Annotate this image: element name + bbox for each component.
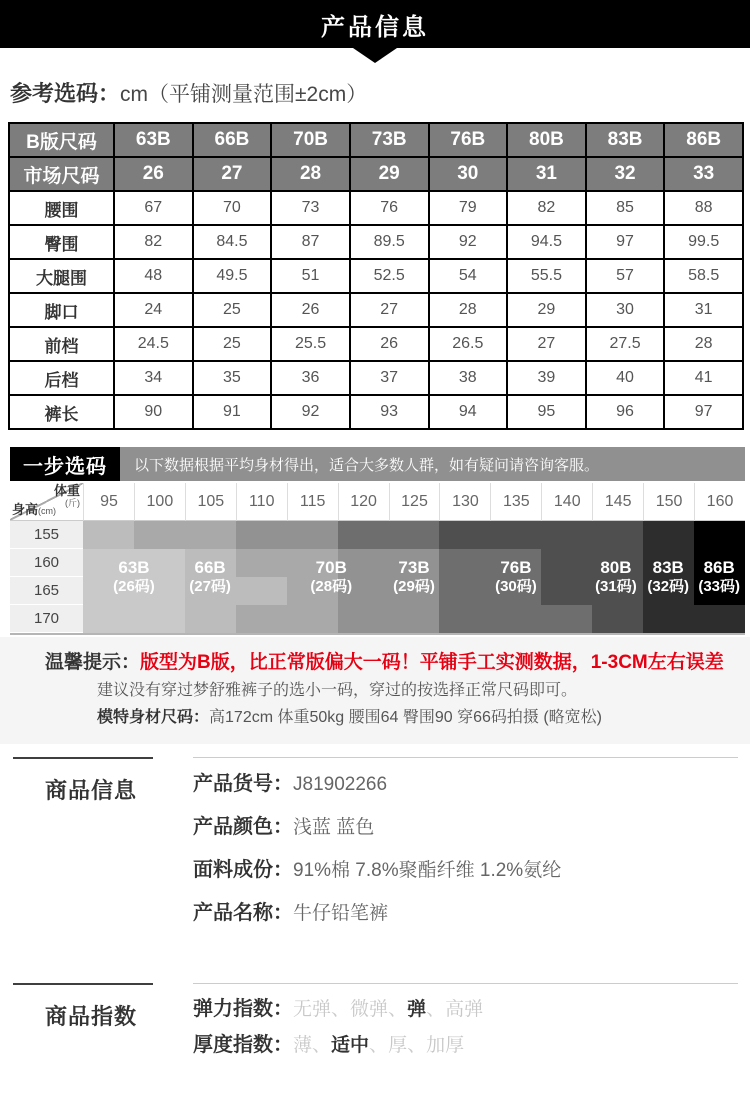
height-weight-grid xyxy=(10,483,745,635)
size-table-header-value: 27 xyxy=(193,157,272,191)
size-zone-cell xyxy=(439,549,490,577)
size-zone-cell xyxy=(389,577,440,605)
size-table-cell: 87 xyxy=(271,225,350,259)
size-zone-label-size: 73B xyxy=(398,558,430,577)
size-table-row-label: 腰围 xyxy=(9,191,114,225)
size-table-row xyxy=(9,327,743,361)
size-table-row xyxy=(9,191,743,225)
size-zone-cell xyxy=(338,521,389,549)
size-zone-cell xyxy=(643,605,694,633)
tips-title: 温馨提示： xyxy=(45,652,141,673)
size-zone-cell xyxy=(643,521,694,549)
page-title-banner xyxy=(0,0,750,48)
height-label-cell: 170 xyxy=(10,605,83,633)
size-zone-label-code: (29码) xyxy=(393,578,435,595)
size-table-header-value: 66B xyxy=(193,123,272,157)
size-table-cell: 57 xyxy=(586,259,665,293)
size-zone-cell xyxy=(541,549,592,577)
size-zone-cell xyxy=(694,549,745,577)
size-zone-cell xyxy=(439,521,490,549)
size-zone-cell xyxy=(490,605,541,633)
size-zone-label-code: (33码) xyxy=(698,578,741,595)
corner-height-label: 身高(cm) xyxy=(12,502,57,517)
banner-pointer-triangle xyxy=(353,48,397,63)
size-zone-cell xyxy=(592,605,643,633)
size-zone-cell xyxy=(287,577,338,605)
weight-header-cell: 125 xyxy=(389,483,440,521)
size-table-cell: 82 xyxy=(114,225,193,259)
index-option: 微弹 xyxy=(350,999,389,1020)
size-zone-cell xyxy=(134,577,185,605)
size-zone-cell xyxy=(185,549,236,577)
size-table-header-row xyxy=(9,123,743,157)
size-zone-cell xyxy=(338,605,389,633)
size-zone-label-code: (27码) xyxy=(189,578,231,595)
info-item-label: 产品名称： xyxy=(193,902,293,924)
size-table-header-value: 33 xyxy=(664,157,743,191)
size-table-row-label: 脚口 xyxy=(9,293,114,327)
tips-model-label: 模特身材尺码： xyxy=(97,709,210,726)
reference-size-heading-rest: cm（平铺测量范围±2cm） xyxy=(120,83,368,106)
weight-header-cell: 95 xyxy=(83,483,134,521)
info-item xyxy=(193,813,750,843)
size-zone-cell xyxy=(490,521,541,549)
weight-header-cell: 140 xyxy=(541,483,592,521)
size-table-cell: 37 xyxy=(350,361,429,395)
size-zone-cell xyxy=(134,605,185,633)
size-table-header-row xyxy=(9,157,743,191)
size-table-cell: 82 xyxy=(507,191,586,225)
size-table-cell: 39 xyxy=(507,361,586,395)
index-row xyxy=(193,996,750,1024)
size-table-cell: 95 xyxy=(507,395,586,429)
size-zone-cell xyxy=(541,521,592,549)
size-zone-label-size: 83B xyxy=(652,558,684,577)
size-zone-label-code: (26码) xyxy=(113,578,155,595)
size-table-cell: 48 xyxy=(114,259,193,293)
size-table-header-value: 80B xyxy=(507,123,586,157)
size-table-cell: 79 xyxy=(429,191,508,225)
size-table-cell: 35 xyxy=(193,361,272,395)
info-item xyxy=(193,856,750,886)
tips-section xyxy=(0,637,750,744)
size-zone-cell xyxy=(236,521,287,549)
one-step-section xyxy=(10,447,745,635)
size-zone-cell xyxy=(134,549,185,577)
divider-light xyxy=(193,983,738,984)
size-zone-cell xyxy=(83,549,134,577)
size-zone-cell xyxy=(389,549,440,577)
index-option: 薄 xyxy=(293,1035,313,1056)
weight-header-cell: 150 xyxy=(643,483,694,521)
index-option: 加厚 xyxy=(426,1035,465,1056)
size-table-cell: 55.5 xyxy=(507,259,586,293)
size-zone-cell xyxy=(185,605,236,633)
size-zone-label-size: 86B xyxy=(703,558,735,577)
size-table-cell: 24.5 xyxy=(114,327,193,361)
size-table-cell: 27 xyxy=(507,327,586,361)
size-zone-cell xyxy=(287,521,338,549)
size-zone-cell xyxy=(389,521,440,549)
info-item xyxy=(193,770,750,800)
index-option-separator: 、 xyxy=(388,999,408,1020)
size-zone-cell xyxy=(338,549,389,577)
size-table-header-value: 32 xyxy=(586,157,665,191)
size-zone-label-code: (28码) xyxy=(310,578,353,595)
size-table-header-value: 31 xyxy=(507,157,586,191)
size-zone-cell xyxy=(439,577,490,605)
product-info-items xyxy=(193,770,750,942)
size-table-row xyxy=(9,361,743,395)
info-item-label: 面料成份： xyxy=(193,859,293,881)
index-option-selected: 适中 xyxy=(331,1035,370,1056)
one-step-note: 以下数据根据平均身材得出，适合大多数人群，如有疑问请咨询客服。 xyxy=(120,447,745,481)
size-zone-cell xyxy=(83,605,134,633)
size-table-header-value: 63B xyxy=(114,123,193,157)
size-table-header-value: 86B xyxy=(664,123,743,157)
weight-header-cell: 120 xyxy=(338,483,389,521)
size-table-row-label: 大腿围 xyxy=(9,259,114,293)
size-table-row-label: 臀围 xyxy=(9,225,114,259)
reference-size-heading xyxy=(10,78,750,110)
size-zone-cell xyxy=(592,549,643,577)
size-table-cell: 34 xyxy=(114,361,193,395)
size-table-header-value: 29 xyxy=(350,157,429,191)
size-table-cell: 25 xyxy=(193,293,272,327)
size-table-cell: 26.5 xyxy=(429,327,508,361)
size-table-cell: 58.5 xyxy=(664,259,743,293)
size-zone-cell xyxy=(592,577,643,605)
size-table-cell: 76 xyxy=(350,191,429,225)
weight-header-cell: 115 xyxy=(287,483,338,521)
tips-model-text: 高172cm 体重50kg 腰围64 臀围90 穿66码拍摄 (略宽松) xyxy=(209,709,603,726)
size-table-cell: 94.5 xyxy=(507,225,586,259)
divider-dark xyxy=(13,983,153,985)
size-zone-cell xyxy=(490,577,541,605)
height-label-cell: 155 xyxy=(10,521,83,549)
size-zone-cell xyxy=(236,549,287,577)
tips-line-1 xyxy=(45,649,730,677)
size-table-cell: 70 xyxy=(193,191,272,225)
size-table-row-label: 前档 xyxy=(9,327,114,361)
size-zone-cell xyxy=(439,605,490,633)
index-option-separator: 、 xyxy=(312,1035,332,1056)
size-table-cell: 52.5 xyxy=(350,259,429,293)
size-zone-cell xyxy=(134,521,185,549)
info-item-value: 浅蓝 蓝色 xyxy=(293,817,375,838)
size-table-cell: 26 xyxy=(350,327,429,361)
size-table-cell: 92 xyxy=(271,395,350,429)
weight-header-cell: 105 xyxy=(185,483,236,521)
size-zone-label-size: 70B xyxy=(315,558,347,577)
one-step-banner xyxy=(10,447,745,481)
height-weight-chart xyxy=(10,483,745,635)
size-chart-table xyxy=(8,122,744,430)
size-table-cell: 24 xyxy=(114,293,193,327)
size-table-cell: 38 xyxy=(429,361,508,395)
info-item-label: 产品颜色： xyxy=(193,816,293,838)
height-label-cell: 160 xyxy=(10,549,83,577)
size-table-header-value: 70B xyxy=(271,123,350,157)
weight-header-cell: 145 xyxy=(592,483,643,521)
tips-warning-text: 版型为B版，比正常版偏大一码！平铺手工实测数据，1-3CM左右误差 xyxy=(140,652,724,673)
size-zone-cell xyxy=(643,577,694,605)
size-table-cell: 36 xyxy=(271,361,350,395)
size-zone-cell xyxy=(389,605,440,633)
size-zone-cell xyxy=(83,577,134,605)
size-table-cell: 26 xyxy=(271,293,350,327)
size-zone-cell xyxy=(643,549,694,577)
weight-header-cell: 135 xyxy=(490,483,541,521)
size-table-header-value: 28 xyxy=(271,157,350,191)
weight-header-cell: 110 xyxy=(236,483,287,521)
size-table-cell: 41 xyxy=(664,361,743,395)
size-table-row xyxy=(9,259,743,293)
size-zone-cell xyxy=(592,521,643,549)
product-info-section xyxy=(0,757,750,942)
product-index-section xyxy=(0,983,750,1068)
corner-weight-unit: (斤) xyxy=(65,498,80,508)
size-table-cell: 67 xyxy=(114,191,193,225)
size-table-cell: 97 xyxy=(664,395,743,429)
page-title: 产品信息 xyxy=(321,13,429,41)
size-table-cell: 90 xyxy=(114,395,193,429)
size-table-cell: 27 xyxy=(350,293,429,327)
size-zone-cell xyxy=(287,549,338,577)
info-item-value: 牛仔铅笔裤 xyxy=(293,903,389,924)
size-zone-cell xyxy=(287,605,338,633)
size-table-cell: 85 xyxy=(586,191,665,225)
size-table-cell: 49.5 xyxy=(193,259,272,293)
size-table-row-label: 后档 xyxy=(9,361,114,395)
size-table-cell: 89.5 xyxy=(350,225,429,259)
size-table-header-value: 73B xyxy=(350,123,429,157)
index-option-separator: 、 xyxy=(331,999,351,1020)
product-info-title: 商品信息 xyxy=(45,778,138,803)
index-option-separator: 、 xyxy=(369,1035,389,1056)
size-zone-label-size: 66B xyxy=(194,558,226,577)
size-table-header-value: 26 xyxy=(114,157,193,191)
size-table-cell: 25 xyxy=(193,327,272,361)
info-item-label: 产品货号： xyxy=(193,773,293,795)
height-label-cell: 165 xyxy=(10,577,83,605)
size-table-cell: 54 xyxy=(429,259,508,293)
size-zone-cell xyxy=(338,577,389,605)
size-table-cell: 91 xyxy=(193,395,272,429)
size-zone-cell xyxy=(694,605,745,633)
size-table-cell: 30 xyxy=(586,293,665,327)
size-table-row xyxy=(9,395,743,429)
info-item-value: 91%棉 7.8%聚酯纤维 1.2%氨纶 xyxy=(293,860,562,881)
size-table-cell: 97 xyxy=(586,225,665,259)
size-zone-cell xyxy=(185,577,236,605)
tips-line-2: 建议没有穿过梦舒雅裤子的选小一码，穿过的按选择正常尺码即可。 xyxy=(97,682,578,699)
size-zone-label-size: 80B xyxy=(600,558,632,577)
index-row-label: 弹力指数： xyxy=(193,998,293,1020)
size-table-cell: 25.5 xyxy=(271,327,350,361)
size-table-cell: 27.5 xyxy=(586,327,665,361)
size-zone-cell xyxy=(185,521,236,549)
index-option: 厚 xyxy=(388,1035,408,1056)
product-index-title: 商品指数 xyxy=(45,1004,138,1029)
size-table-row-label: 裤长 xyxy=(9,395,114,429)
weight-header-cell: 130 xyxy=(439,483,490,521)
size-zone-cell xyxy=(694,521,745,549)
size-zone-label-size: 63B xyxy=(118,558,150,577)
size-table-cell: 28 xyxy=(429,293,508,327)
index-row xyxy=(193,1032,750,1060)
weight-header-cell: 100 xyxy=(134,483,185,521)
one-step-title: 一步选码 xyxy=(10,447,120,481)
corner-weight-label: 体重 (斤) xyxy=(53,483,80,508)
size-table-cell: 28 xyxy=(664,327,743,361)
size-zone-cell xyxy=(541,577,592,605)
size-table-header-label: 市场尺码 xyxy=(9,157,114,191)
size-table-row xyxy=(9,293,743,327)
size-table-cell: 96 xyxy=(586,395,665,429)
index-option: 无弹 xyxy=(293,999,332,1020)
size-table-cell: 88 xyxy=(664,191,743,225)
product-index-rows xyxy=(193,996,750,1068)
index-option: 高弹 xyxy=(445,999,484,1020)
weight-header-cell: 160 xyxy=(694,483,745,521)
info-item-value: J81902266 xyxy=(293,774,388,795)
size-zone-label-code: (30码) xyxy=(495,578,537,595)
divider-light xyxy=(193,757,738,758)
divider-dark xyxy=(13,757,153,759)
corner-height-unit: (cm) xyxy=(38,506,57,516)
size-table-cell: 31 xyxy=(664,293,743,327)
size-zone-cell xyxy=(83,521,134,549)
size-zone-cell xyxy=(541,605,592,633)
index-option-selected: 弹 xyxy=(407,999,427,1020)
size-table-cell: 51 xyxy=(271,259,350,293)
size-table-cell: 99.5 xyxy=(664,225,743,259)
size-zone-label-code: (32码) xyxy=(647,578,690,595)
size-zone-label-size: 76B xyxy=(500,558,532,577)
size-zone-cell xyxy=(694,577,745,605)
size-zone-cell xyxy=(236,605,287,633)
size-table-header-value: 30 xyxy=(429,157,508,191)
size-table-header-value: 76B xyxy=(429,123,508,157)
size-table-cell: 92 xyxy=(429,225,508,259)
size-table-cell: 40 xyxy=(586,361,665,395)
size-table-cell: 93 xyxy=(350,395,429,429)
tips-line-3 xyxy=(45,704,730,731)
size-zone-cell xyxy=(490,549,541,577)
size-table-cell: 29 xyxy=(507,293,586,327)
size-zone-label-code: (31码) xyxy=(595,578,637,595)
size-zone-cell xyxy=(236,577,287,605)
corner-header-cell xyxy=(10,483,83,521)
index-option-separator: 、 xyxy=(426,999,446,1020)
size-table-cell: 94 xyxy=(429,395,508,429)
info-item xyxy=(193,899,750,929)
size-table-header-value: 83B xyxy=(586,123,665,157)
size-table-row xyxy=(9,225,743,259)
size-chart-table-body xyxy=(9,123,743,429)
size-table-cell: 84.5 xyxy=(193,225,272,259)
index-option-separator: 、 xyxy=(407,1035,427,1056)
reference-size-heading-bold: 参考选码： xyxy=(10,81,121,106)
index-row-label: 厚度指数： xyxy=(193,1034,293,1056)
size-table-header-label: B版尺码 xyxy=(9,123,114,157)
size-table-cell: 73 xyxy=(271,191,350,225)
